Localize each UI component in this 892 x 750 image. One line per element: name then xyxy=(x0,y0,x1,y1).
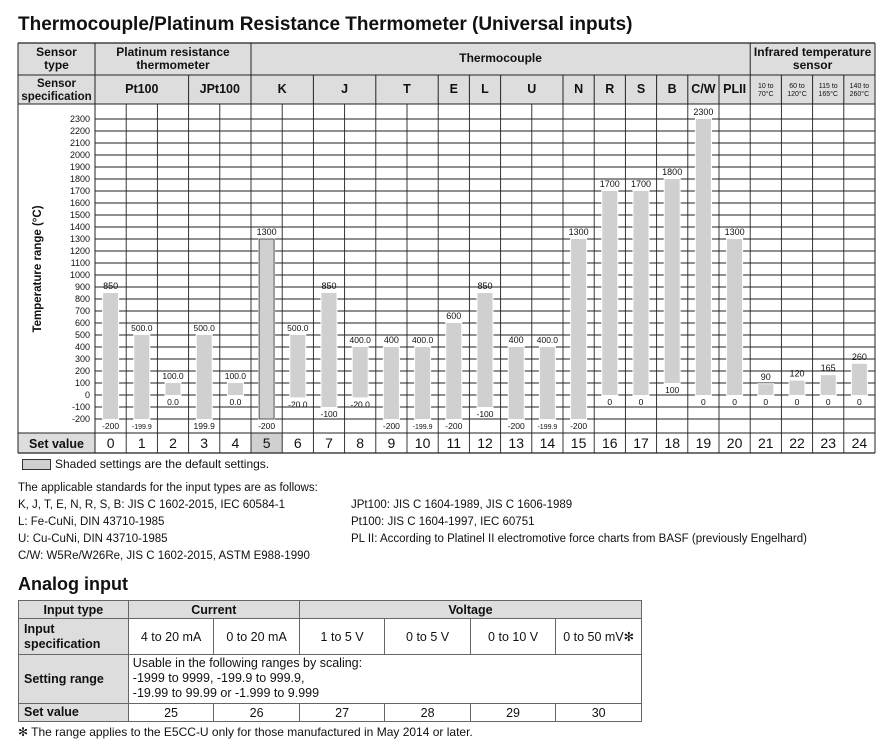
sensor-spec-label: Pt100 xyxy=(125,82,159,96)
y-tick-label: 1200 xyxy=(69,246,90,256)
range-high-label-14: 400.0 xyxy=(536,335,559,345)
sensor-spec-label: 140 to xyxy=(849,83,870,90)
standard-left-0: K, J, T, E, N, R, S, B: JIS C 1602-2015, IEC 60584-1 xyxy=(18,499,285,511)
y-tick-label: 1300 xyxy=(69,234,90,244)
analog-set-value-25: 25 xyxy=(128,704,214,722)
range-low-label-20: 0 xyxy=(732,397,737,407)
range-high-label-23: 165 xyxy=(820,363,836,374)
range-bar-1 xyxy=(134,335,149,419)
range-low-label-4: 0.0 xyxy=(229,397,242,407)
range-low-label-23: 0 xyxy=(825,397,831,407)
voltage-header: Voltage xyxy=(299,601,641,619)
sensor-spec-label: 260°C xyxy=(849,91,870,98)
set-value-23: 23 xyxy=(820,435,836,451)
y-tick-label: 1500 xyxy=(69,210,90,220)
set-value-21: 21 xyxy=(758,435,774,451)
current-header: Current xyxy=(128,601,299,619)
range-high-label-21: 90 xyxy=(760,372,771,383)
y-tick-label: 1700 xyxy=(69,186,90,196)
sensor-spec-label: 115 to xyxy=(818,83,838,90)
range-bar-4 xyxy=(228,383,243,395)
spec-0-50mv: 0 to 50 mV✻ xyxy=(556,619,642,655)
spec-0-5v: 0 to 5 V xyxy=(385,619,470,655)
set-value-13: 13 xyxy=(508,435,524,451)
input-spec-header-line1: Input xyxy=(24,621,55,636)
range-high-label-17: 1700 xyxy=(630,179,652,189)
standards-intro xyxy=(18,480,318,565)
sensor-spec-label: JPt100 xyxy=(199,82,240,96)
set-value-18: 18 xyxy=(664,435,680,451)
sensor-spec-label: S xyxy=(636,82,646,96)
spec-0-20ma: 0 to 20 mA xyxy=(214,619,300,655)
sensor-spec-label: 120°C xyxy=(787,91,807,98)
sensor-spec-label: 10 to xyxy=(758,83,774,90)
range-bar-24 xyxy=(852,364,867,395)
y-tick-label: 700 xyxy=(74,306,90,316)
y-tick-label: 1400 xyxy=(69,222,90,232)
spec-0-10v: 0 to 10 V xyxy=(470,619,555,655)
y-tick-label: 2100 xyxy=(69,138,90,148)
range-bar-7 xyxy=(322,293,337,407)
standard-left-3: C/W: W5Re/W26Re, JIS C 1602-2015, ASTM E988-1990 xyxy=(18,550,310,562)
sensor-spec-label: T xyxy=(403,82,411,96)
range-high-label-20: 1300 xyxy=(724,227,745,237)
standard-left-2: U: Cu-CuNi, DIN 43710-1985 xyxy=(18,533,168,545)
range-high-label-6: 500.0 xyxy=(287,323,309,333)
setting-range-line-1: -1999 to 9999, -199.9 to 999.9, xyxy=(132,671,305,685)
range-low-label-6: -20.0 xyxy=(288,399,308,410)
range-bar-13 xyxy=(509,347,524,419)
sensor-spec-label: B xyxy=(667,82,677,96)
range-low-label-5: -200 xyxy=(258,421,276,431)
range-low-label-7: -100 xyxy=(320,409,338,419)
range-bar-11 xyxy=(446,323,461,419)
sensor-spec-label: R xyxy=(605,82,615,96)
sensor-spec-label: N xyxy=(574,82,584,96)
y-tick-label: 1800 xyxy=(69,174,90,184)
y-axis-label: Temperature range (°C) xyxy=(32,205,44,333)
range-high-label-16: 1700 xyxy=(599,179,620,189)
y-tick-label: 2000 xyxy=(69,150,90,160)
range-high-label-10: 400.0 xyxy=(411,335,434,345)
standard-right-0: JPt100: JIS C 1604-1989, JIS C 1606-1989 xyxy=(351,499,573,511)
sensor-spec-label: E xyxy=(449,82,458,96)
sensor-spec-label: K xyxy=(277,82,287,96)
range-low-label-12: -100 xyxy=(476,409,494,419)
range-high-label-9: 400 xyxy=(383,335,399,345)
y-tick-label: 1900 xyxy=(69,162,90,172)
legend-swatch xyxy=(22,459,51,470)
range-low-label-14: -199.9 xyxy=(537,423,558,431)
range-high-label-13: 400 xyxy=(508,335,524,345)
range-bar-23 xyxy=(821,375,836,395)
analog-set-value-30: 30 xyxy=(556,704,642,722)
set-value-22: 22 xyxy=(789,435,805,451)
range-high-label-19: 2300 xyxy=(693,107,714,117)
y-tick-label: 2300 xyxy=(69,114,90,124)
set-value-15: 15 xyxy=(570,435,587,451)
sensor-type-header: Sensor xyxy=(36,45,77,59)
range-high-label-3: 500.0 xyxy=(193,323,215,333)
setting-range-value xyxy=(128,655,641,704)
analog-set-value-28: 28 xyxy=(385,704,470,722)
set-value-5: 5 xyxy=(262,435,271,451)
range-low-label-24: 0 xyxy=(857,397,862,407)
y-tick-label: 1000 xyxy=(69,270,90,280)
set-value-16: 16 xyxy=(602,435,618,451)
platinum-resistance-header: thermometer xyxy=(136,58,210,72)
sensor-spec-label: 165°C xyxy=(818,91,838,98)
range-low-label-21: 0 xyxy=(763,397,769,407)
range-bar-18 xyxy=(665,179,680,383)
y-tick-label: 200 xyxy=(74,366,90,376)
y-tick-label: 800 xyxy=(74,294,90,304)
range-bar-3 xyxy=(197,335,212,419)
sensor-type-header: type xyxy=(44,58,69,72)
set-value-12: 12 xyxy=(477,435,493,451)
sensor-spec-label: C/W xyxy=(691,82,716,96)
range-low-label-0: -200 xyxy=(102,421,120,431)
range-bar-20 xyxy=(727,239,742,395)
set-value-24: 24 xyxy=(851,435,868,451)
range-bar-12 xyxy=(478,293,493,407)
y-tick-label: 500 xyxy=(74,330,90,340)
range-low-label-2: 0.0 xyxy=(167,397,179,407)
range-low-label-13: -200 xyxy=(507,421,525,431)
sensor-spec-label: U xyxy=(527,82,537,96)
range-low-label-19: 0 xyxy=(701,397,706,407)
platinum-resistance-header: Platinum resistance xyxy=(116,45,230,59)
set-value-6: 6 xyxy=(293,435,302,451)
set-value-9: 9 xyxy=(387,435,396,451)
setting-range-line-2: -19.99 to 99.99 or -1.999 to 9.999 xyxy=(132,686,320,700)
range-low-label-11: -200 xyxy=(445,421,463,431)
range-bar-8 xyxy=(353,347,368,397)
set-value-8: 8 xyxy=(356,435,365,451)
y-tick-label: 300 xyxy=(74,354,90,364)
range-high-label-15: 1300 xyxy=(568,227,589,237)
input-spec-header xyxy=(19,619,129,655)
set-value-header: Set value xyxy=(29,437,84,451)
sensor-spec-label: L xyxy=(481,82,489,96)
range-high-label-2: 100.0 xyxy=(162,371,184,381)
spec-4-20ma: 4 to 20 mA xyxy=(128,619,214,655)
set-value-11: 11 xyxy=(446,435,462,451)
range-bar-19 xyxy=(696,119,711,395)
set-value-1: 1 xyxy=(137,435,146,451)
analog-set-value-27: 27 xyxy=(299,704,384,722)
sensor-spec-header: specification xyxy=(21,91,92,103)
y-tick-label: 400 xyxy=(74,342,90,352)
range-high-label-1: 500.0 xyxy=(131,323,153,333)
y-tick-label: -100 xyxy=(71,402,90,412)
range-bar-10 xyxy=(415,347,430,419)
sensor-spec-label: J xyxy=(341,82,349,96)
page-title: Thermocouple/Platinum Resistance Thermometer (Universal inputs) xyxy=(18,14,633,35)
set-value-7: 7 xyxy=(325,435,333,451)
legend-text: Shaded settings are the default settings. xyxy=(55,457,270,471)
range-high-label-5: 1300 xyxy=(256,227,277,237)
range-bar-15 xyxy=(571,239,586,419)
range-bar-22 xyxy=(790,381,805,395)
set-value-19: 19 xyxy=(695,435,712,451)
y-tick-label: 2200 xyxy=(69,126,90,136)
y-tick-label: 1600 xyxy=(69,198,90,208)
range-low-label-9: -200 xyxy=(382,421,400,431)
infrared-header: sensor xyxy=(792,58,833,72)
standards-intro-text: The applicable standards for the input types are as follows: xyxy=(18,482,318,494)
set-value-3: 3 xyxy=(200,435,209,451)
range-high-label-22: 120 xyxy=(789,368,805,379)
standard-right-2: PL II: According to Platinel II electromotive force charts from BASF (previously Engelhard) xyxy=(351,533,807,545)
range-bar-0 xyxy=(103,293,118,419)
range-low-label-22: 0 xyxy=(794,397,800,407)
spec-1-5v: 1 to 5 V xyxy=(299,619,384,655)
range-low-label-10: -199.9 xyxy=(412,423,433,431)
range-high-label-8: 400.0 xyxy=(349,335,371,345)
standards-right xyxy=(351,497,807,548)
standard-right-1: Pt100: JIS C 1604-1997, IEC 60751 xyxy=(351,516,535,528)
range-high-label-24: 260 xyxy=(851,351,867,362)
range-bar-5 xyxy=(259,239,274,419)
range-bar-17 xyxy=(634,191,649,395)
analog-set-value-29: 29 xyxy=(470,704,555,722)
analog-title: Analog input xyxy=(18,574,128,594)
range-bar-21 xyxy=(758,384,773,395)
set-value-17: 17 xyxy=(633,435,649,451)
range-low-label-1: -199.9 xyxy=(131,423,152,431)
set-value-20: 20 xyxy=(726,435,743,451)
analog-footnote: ✻ The range applies to the E5CC-U only for those manufactured in May 2014 or later. xyxy=(18,725,473,739)
range-low-label-15: -200 xyxy=(570,421,588,431)
setting-range-line-0: Usable in the following ranges by scaling: xyxy=(132,656,363,670)
range-low-label-17: 0 xyxy=(638,397,644,407)
range-low-label-18: 100 xyxy=(665,385,680,395)
infrared-header: Infrared temperature xyxy=(753,45,872,59)
set-value-10: 10 xyxy=(414,435,431,451)
range-high-label-4: 100.0 xyxy=(224,371,247,381)
analog-set-value-header: Set value xyxy=(19,704,129,722)
thermocouple-header: Thermocouple xyxy=(459,51,542,65)
y-tick-label: -200 xyxy=(71,414,90,424)
analog-set-value-26: 26 xyxy=(214,704,300,722)
range-low-label-3: 199.9 xyxy=(193,420,215,431)
set-value-0: 0 xyxy=(106,435,115,451)
analog-input-table xyxy=(18,600,642,722)
set-value-4: 4 xyxy=(231,435,240,451)
y-tick-label: 600 xyxy=(74,318,90,328)
range-bar-6 xyxy=(290,335,305,397)
y-tick-label: 900 xyxy=(74,282,90,292)
range-bar-16 xyxy=(602,191,617,395)
set-value-2: 2 xyxy=(169,435,177,451)
range-high-label-0: 850 xyxy=(103,281,119,291)
standard-left-1: L: Fe-CuNi, DIN 43710-1985 xyxy=(18,516,165,528)
y-tick-label: 100 xyxy=(74,378,90,388)
y-tick-label: 0 xyxy=(84,390,90,400)
sensor-spec-label: 70°C xyxy=(757,91,774,98)
sensor-spec-header: Sensor xyxy=(37,78,76,90)
range-bar-14 xyxy=(540,347,555,419)
input-type-header: Input type xyxy=(19,601,129,619)
range-high-label-7: 850 xyxy=(321,281,337,291)
range-high-label-12: 850 xyxy=(477,281,493,291)
range-high-label-11: 600 xyxy=(446,311,462,321)
input-spec-header-line2: specification xyxy=(24,636,101,651)
range-bar-9 xyxy=(384,347,399,419)
range-high-label-18: 1800 xyxy=(662,167,683,177)
range-low-label-8: -20.0 xyxy=(350,399,370,410)
range-bar-2 xyxy=(166,383,181,395)
setting-range-header: Setting range xyxy=(19,655,129,704)
set-value-14: 14 xyxy=(539,435,556,451)
range-low-label-16: 0 xyxy=(607,397,613,407)
y-tick-label: 1100 xyxy=(70,258,90,268)
sensor-spec-label: PLII xyxy=(723,82,747,96)
sensor-spec-label: 60 to xyxy=(789,83,805,90)
